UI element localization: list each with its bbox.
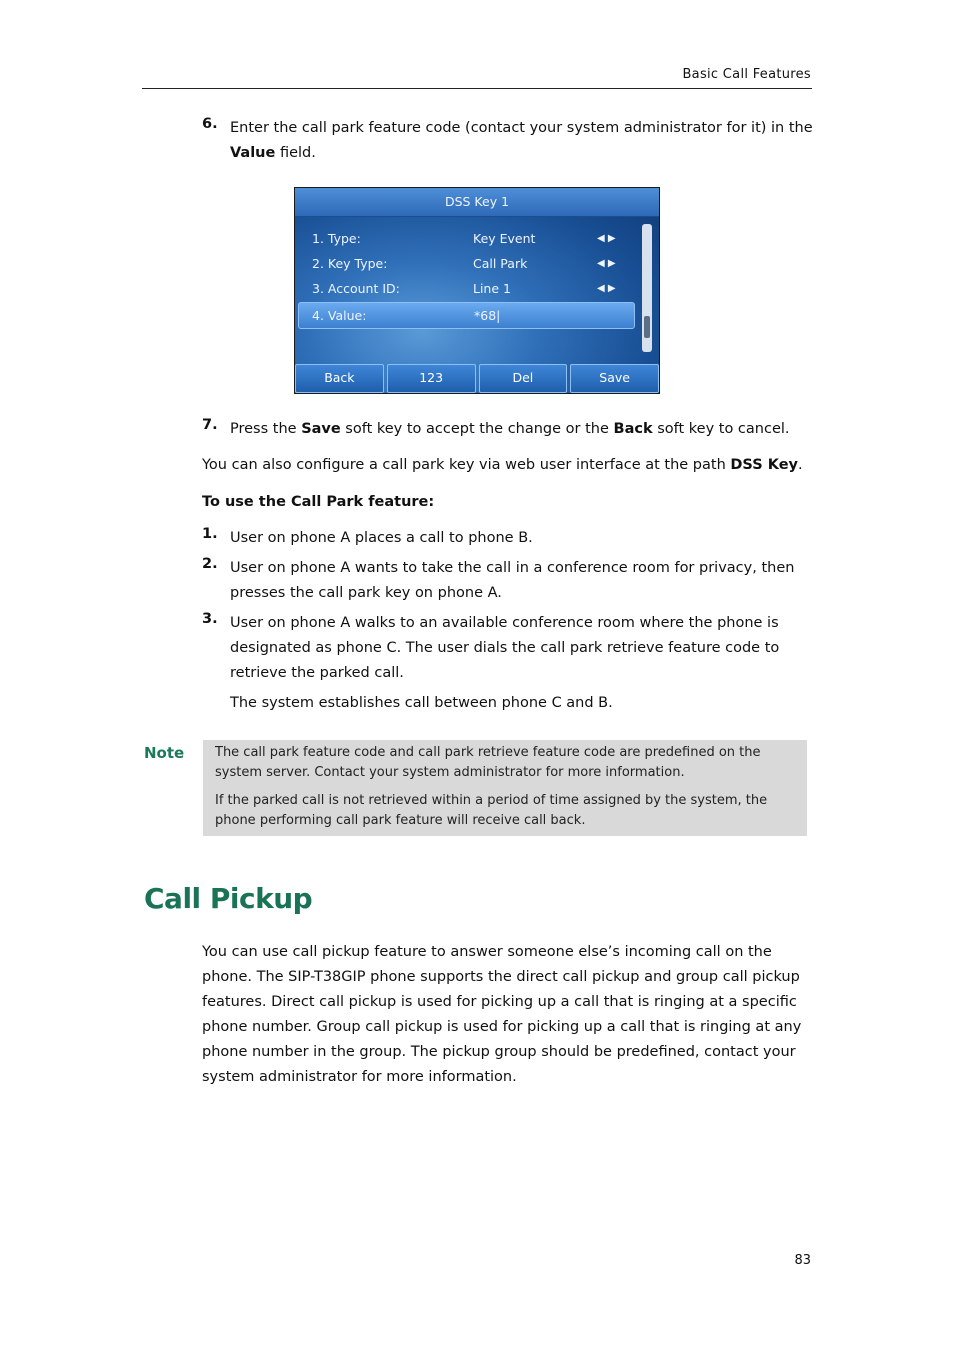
page-number: 83: [794, 1253, 811, 1268]
phone-row-account-id: 3. Account ID: Line 1 ◀ ▶: [295, 276, 641, 301]
softkey-del: Del: [479, 364, 568, 393]
phone-row-type: 1. Type: Key Event ◀ ▶: [295, 226, 641, 251]
softkey-123: 123: [387, 364, 476, 393]
section-title: Call Pickup: [144, 882, 313, 915]
phone-softkeys: [295, 364, 659, 393]
left-right-arrows-icon: ◀ ▶: [597, 233, 616, 244]
value-field-name: Value: [230, 145, 276, 161]
section-body: You can use call pickup feature to answer someone else’s incoming call on the phone. The SIP-T38GIP phone supports the direct call pickup and group call pickup features. Direct call pickup is used for picking up a call that is ringing at a specific phone number. Group call pickup is used for picking up a call that is ringing at any phone number in the group. The pickup group should be predefined, contact your system administrator for more information.: [202, 944, 802, 1085]
phone-scrollbar: [642, 224, 652, 352]
step-text: Press the Save soft key to accept the change or the Back soft key to cancel.: [230, 421, 790, 437]
note-paragraph-2: If the parked call is not retrieved within a period of time assigned by the system, the phone performing call park feature will receive call back.: [215, 793, 768, 828]
step-number: 7.: [202, 417, 218, 433]
note-box: [203, 740, 807, 836]
running-header: Basic Call Features: [682, 67, 811, 82]
header-rule: [142, 88, 812, 89]
step-number: 6.: [202, 116, 218, 132]
web-config-paragraph: You can also configure a call park key via web user interface at the path DSS Key.: [202, 457, 803, 473]
left-right-arrows-icon: ◀ ▶: [597, 283, 616, 294]
left-right-arrows-icon: ◀ ▶: [597, 258, 616, 269]
note-paragraph-1: The call park feature code and call park retrieve feature code are predefined on the system server. Contact your system administrator for more information.: [215, 745, 761, 780]
phone-row-value-selected: 4. Value: *68|: [298, 302, 635, 329]
softkey-save: Save: [570, 364, 659, 393]
procedure-heading: To use the Call Park feature:: [202, 494, 435, 510]
phone-scrollbar-thumb: [644, 316, 650, 338]
phone-row-key-type: 2. Key Type: Call Park ◀ ▶: [295, 251, 641, 276]
step-text: Enter the call park feature code (contact your system administrator for it) in the Value field.: [230, 120, 813, 161]
softkey-back: Back: [295, 364, 384, 393]
phone-screen-image: [294, 187, 660, 394]
note-label: Note: [144, 744, 185, 762]
phone-screen-title: DSS Key 1: [295, 188, 659, 217]
